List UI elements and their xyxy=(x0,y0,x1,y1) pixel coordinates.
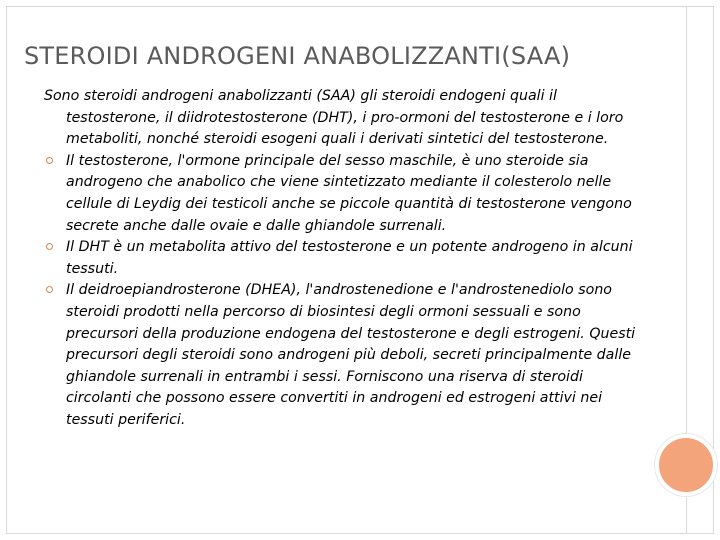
decorative-circle xyxy=(655,434,717,496)
bullet-item-testosterone xyxy=(44,151,639,237)
circle-bullet-icon xyxy=(46,286,53,293)
bullet-item-dht xyxy=(44,237,639,280)
bullet-item-dhea xyxy=(44,280,639,431)
slide-title: STEROIDI ANDROGENI ANABOLIZZANTI(SAA) xyxy=(24,42,571,70)
circle-bullet-icon xyxy=(46,157,53,164)
bullet-text: Il testosterone, l'ormone principale del sesso maschile, è uno steroide sia androgeno che anabolico che viene sintetizzato mediante il colesterolo nelle cellule di Leydig dei testicoli anche se piccole quantità di testosterone vengono secrete anche dalle ovaie e dalle ghiandole surrenali. xyxy=(66,152,632,234)
circle-bullet-icon xyxy=(46,243,53,250)
decorative-vertical-line-bottom xyxy=(686,494,687,534)
bullet-text: Il deidroepiandrosterone (DHEA), l'androstenedione e l'androstenediolo sono steroidi prodotti nella percorso di biosintesi degli ormoni sessuali e sono precursori della produzione endogena del testosterone e degli estrogeni. Questi precursori degli steroidi sono androgeni più deboli, secreti principalmente dalle ghiandole surrenali in entrambi i sessi. Forniscono una riserva di steroidi circolanti che possono essere convertiti in androgeni ed estrogeni attivi nei tessuti periferici. xyxy=(66,282,636,428)
decorative-vertical-line-top xyxy=(686,6,687,436)
intro-paragraph: Sono steroidi androgeni anabolizzanti (SAA) gli steroidi endogeni quali il testosterone, il diidrotestosterone (DHT), i pro-ormoni del testosterone e i loro metaboliti, nonché steroidi esogeni quali i derivati sintetici del testosterone. xyxy=(44,88,624,148)
bullet-text: Il DHT è un metabolita attivo del testosterone e un potente androgeno in alcuni tessuti. xyxy=(66,239,633,277)
slide-body xyxy=(44,86,639,432)
